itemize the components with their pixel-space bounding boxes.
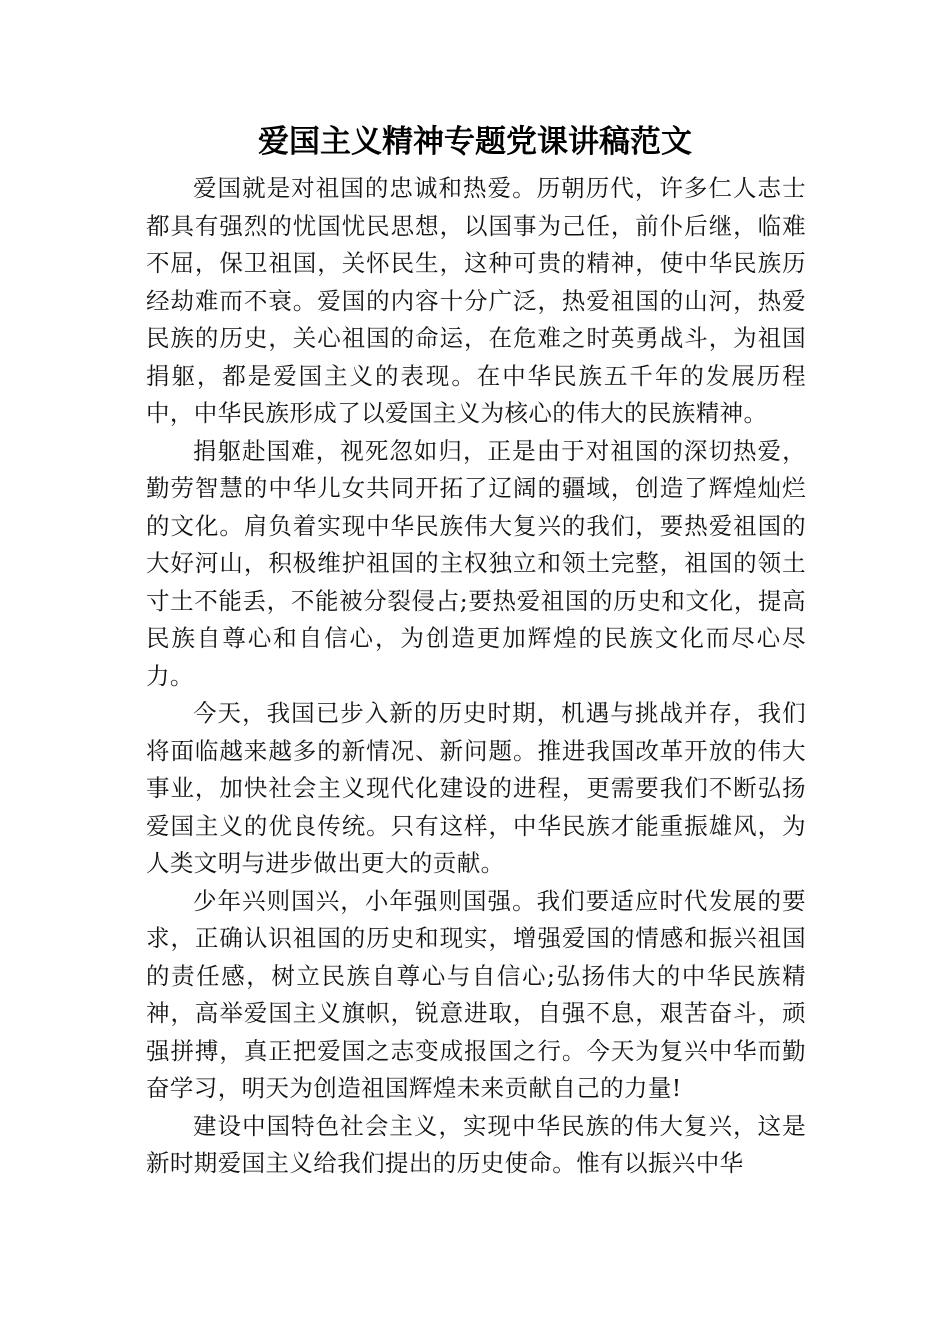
document-title: 爱国主义精神专题党课讲稿范文 (258, 124, 692, 160)
paragraph-4: 少年兴则国兴，小年强则国强。我们要适应时代发展的要求，正确认识祖国的历史和现实，增强爱国的情感和振兴祖国的责任感，树立民族自尊心与自信心;弘扬伟大的中华民族精神，高举爱国主义旗帜，锐意进取，自强不息，艰苦奋斗，顽强拼搏，真正把爱国之志变成报国之行。今天为复兴中华而勤奋学习，明天为创造祖国辉煌未来贡献自己的力量! (146, 886, 806, 1102)
paragraph-5: 建设中国特色社会主义，实现中华民族的伟大复兴，这是新时期爱国主义给我们提出的历史使命。惟有以振兴中华 (146, 1111, 806, 1177)
paragraph-3: 今天，我国已步入新的历史时期，机遇与挑战并存，我们将面临越来越多的新情况、新问题。推进我国改革开放的伟大事业，加快社会主义现代化建设的进程，更需要我们不断弘扬爱国主义的优良传统。只有这样，中华民族才能重振雄风，为人类文明与进步做出更大的贡献。 (146, 699, 806, 877)
document-body (146, 170, 806, 1183)
paragraph-1: 爱国就是对祖国的忠诚和热爱。历朝历代，许多仁人志士都具有强烈的忧国忧民思想，以国事为己任，前仆后继，临难不屈，保卫祖国，关怀民生，这种可贵的精神，使中华民族历经劫难而不衰。爱国的内容十分广泛，热爱祖国的山河，热爱民族的历史，关心祖国的命运，在危难之时英勇战斗，为祖国捐躯，都是爱国主义的表现。在中华民族五千年的发展历程中，中华民族形成了以爱国主义为核心的伟大的民族精神。 (146, 174, 806, 427)
paragraph-2: 捐躯赴国难，视死忽如归，正是由于对祖国的深切热爱，勤劳智慧的中华儿女共同开拓了辽阔的疆域，创造了辉煌灿烂的文化。肩负着实现中华民族伟大复兴的我们，要热爱祖国的大好河山，积极维护祖国的主权独立和领土完整，祖国的领土寸土不能丢，不能被分裂侵占;要热爱祖国的历史和文化，提高民族自尊心和自信心，为创造更加辉煌的民族文化而尽心尽力。 (146, 436, 806, 690)
